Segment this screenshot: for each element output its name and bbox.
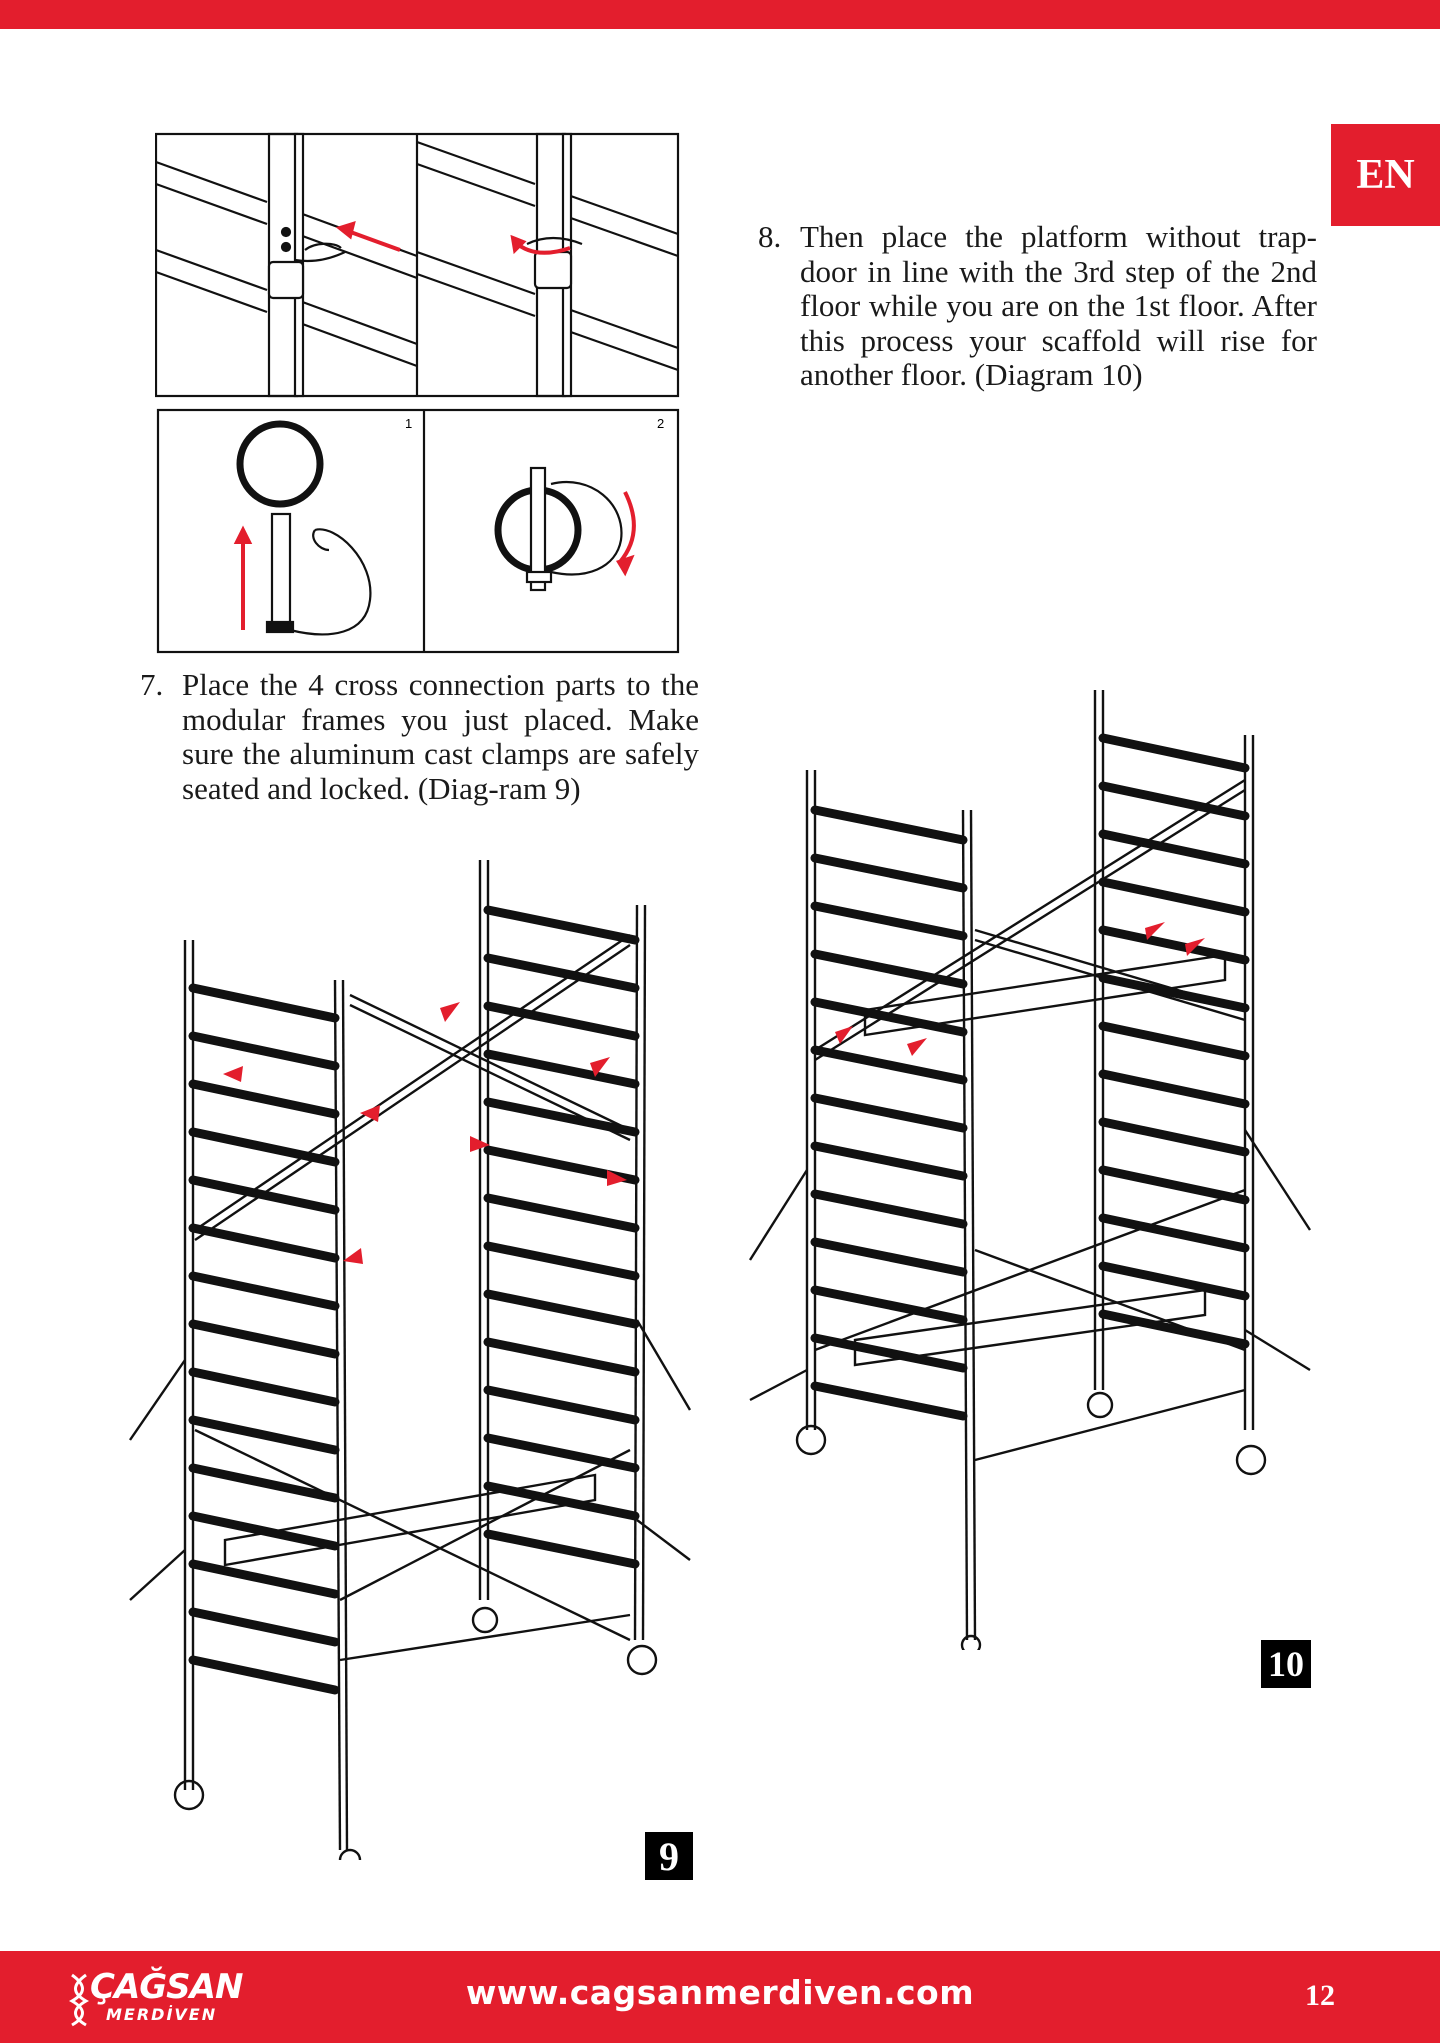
step-text: Then place the platform without trap-door in line with the 3rd step of the 2nd floor while you are on the 1st floor. After this process your scaffold will rise for another floor. (Diagram 10) <box>800 219 1317 392</box>
top-red-bar <box>0 0 1440 29</box>
diagram-10-scaffold <box>745 690 1315 1650</box>
panel-2-label: 2 <box>657 416 665 431</box>
footer-bar <box>0 1951 1440 2043</box>
clamp-detail-figure <box>155 132 680 654</box>
panel-1-label: 1 <box>405 416 413 431</box>
diagram-9-scaffold <box>125 860 700 1860</box>
page-number: 12 <box>1305 1979 1335 2012</box>
diagram-10-badge: 10 <box>1261 1640 1311 1688</box>
step-7 <box>140 667 699 806</box>
step-text: Place the 4 cross connection parts to the modular frames you just placed. Make sure the aluminum cast clamps are safely seated and locked. (Diag-ram 9) <box>182 667 699 806</box>
website-url[interactable]: www.cagsanmerdiven.com <box>465 1973 975 2012</box>
logo-subtitle: MERDİVEN <box>106 2005 218 2024</box>
step-number: 7. <box>140 667 164 702</box>
logo-wordmark: ÇAĞSAN <box>90 1967 243 2007</box>
diagram-9-badge: 9 <box>645 1832 693 1880</box>
step-number: 8. <box>758 219 782 254</box>
language-badge: EN <box>1331 124 1440 226</box>
step-8 <box>758 219 1317 393</box>
